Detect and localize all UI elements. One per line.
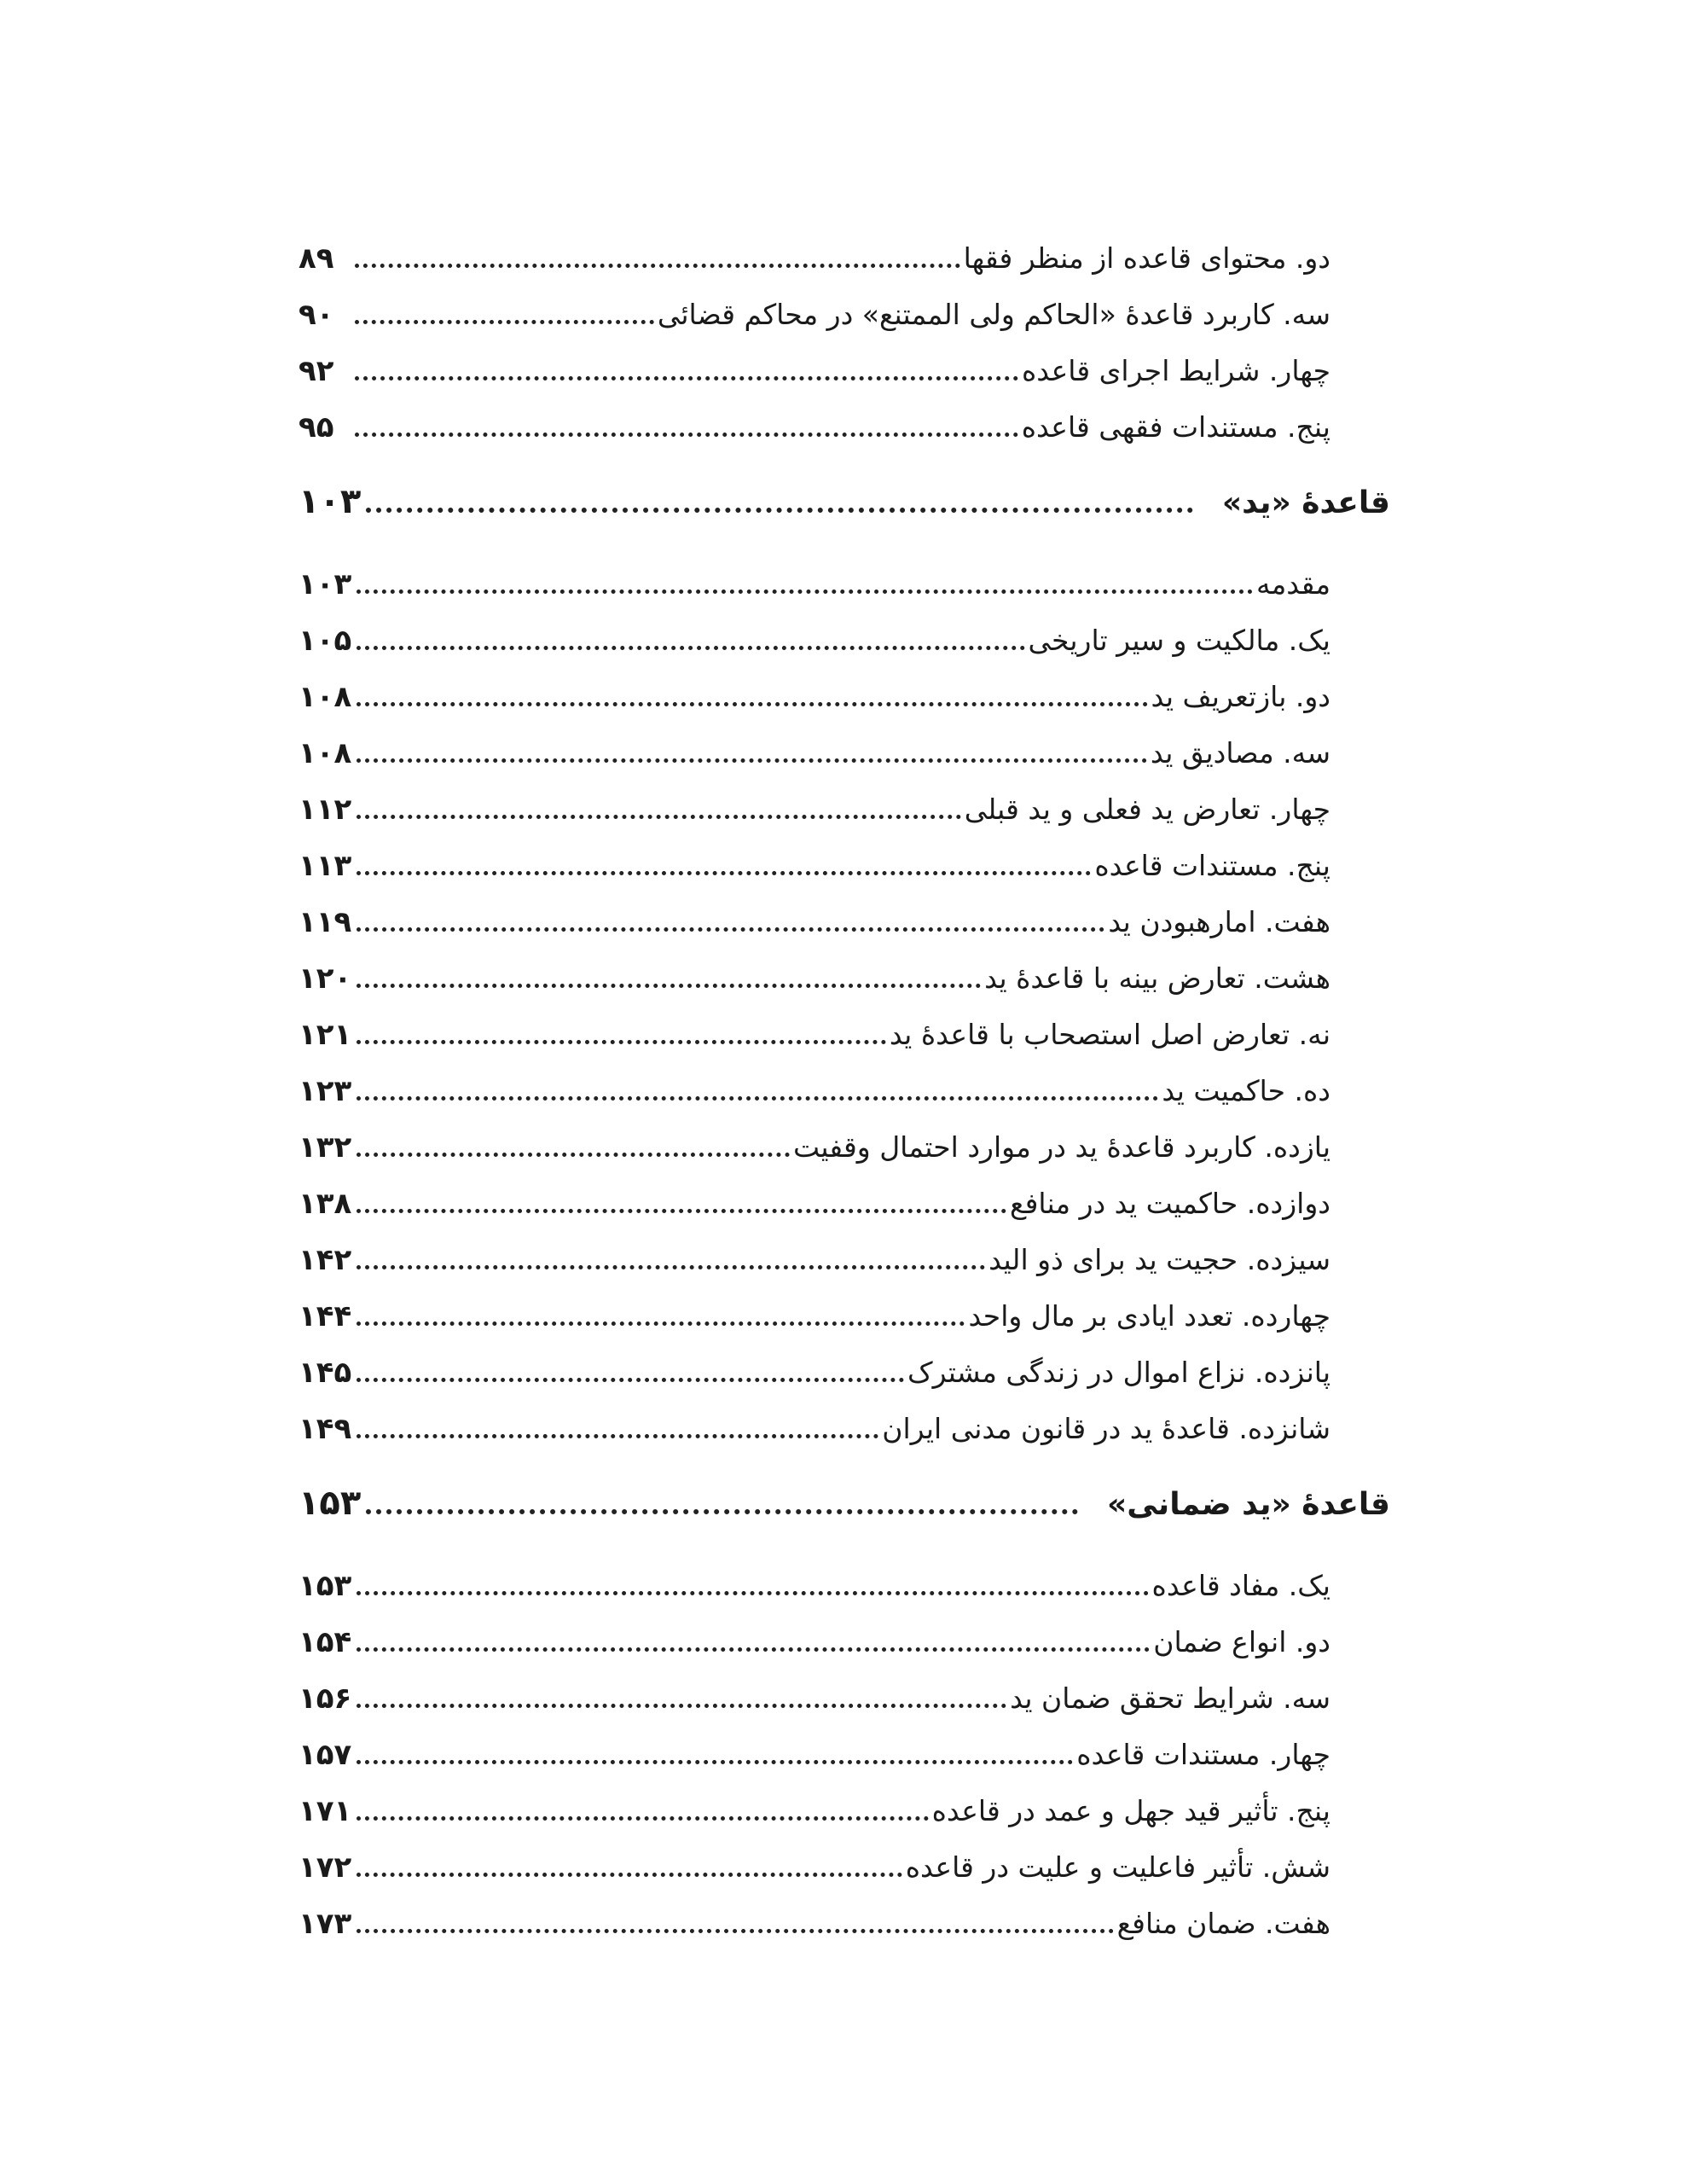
toc-entry-label: شش. تأثیر فاعلیت و علیت در قاعده: [905, 1850, 1330, 1884]
toc-entry-label: چهار. مستندات قاعده: [1076, 1738, 1330, 1771]
toc-entry-page: ۱۰۵: [299, 624, 352, 658]
toc-entry-label: دوازده. حاکمیت ید در منافع: [1010, 1187, 1330, 1220]
toc-entry-page: ۸۹: [299, 241, 334, 276]
dot-leader: [357, 1929, 1113, 1933]
toc-entry: [299, 556, 1390, 613]
dot-leader: [357, 1378, 904, 1382]
toc-entry: [299, 1614, 1390, 1670]
toc-entry-label: یازده. کاربرد قاعدهٔ ید در موارد احتمال وقفیت: [792, 1130, 1330, 1164]
toc-entry: [299, 1232, 1390, 1288]
dot-leader: [357, 1434, 878, 1438]
dot-leader: [357, 1816, 928, 1821]
toc-entry: [299, 230, 1390, 287]
dot-leader: [357, 1321, 965, 1326]
toc-entry-label: پنج. مستندات قاعده: [1094, 849, 1330, 882]
dot-leader: [357, 758, 1147, 763]
toc-section-heading: [299, 1467, 1390, 1539]
dot-leader: [357, 1704, 1006, 1708]
toc-entry-label: دو. انواع ضمان: [1153, 1625, 1330, 1658]
toc-entry-page: ۹۰: [299, 298, 334, 332]
toc-entry-page: ۱۴۵: [299, 1356, 352, 1390]
dot-leader: [357, 646, 1024, 650]
toc-entry-label: چهار. شرایط اجرای قاعده: [1021, 354, 1330, 387]
toc-entry-label: سه. شرایط تحقق ضمان ید: [1010, 1682, 1330, 1715]
toc-entry-label: مقدمه: [1255, 567, 1330, 601]
toc-entry-page: ۱۱۹: [299, 905, 352, 939]
toc-entry: [299, 725, 1390, 781]
toc-entry-page: ۱۱۲: [299, 793, 352, 827]
dot-leader: [357, 1591, 1148, 1595]
toc-entry: [299, 950, 1390, 1007]
toc-entry: [299, 287, 1390, 343]
toc-entry-page: ۱۵۳: [299, 1569, 352, 1603]
section-page: ۱۰۳: [299, 482, 362, 521]
dot-leader: [357, 590, 1253, 594]
toc-entry-page: ۱۵۷: [299, 1738, 352, 1772]
toc-entry: [299, 1401, 1390, 1457]
table-of-contents: [299, 230, 1390, 1952]
dot-leader: [366, 508, 1193, 513]
toc-entry-label: دو. بازتعریف ید: [1151, 680, 1330, 713]
dot-leader: [357, 1265, 985, 1269]
toc-entry-page: ۱۰۸: [299, 680, 352, 714]
toc-entry: [299, 894, 1390, 950]
toc-entry: [299, 1007, 1390, 1063]
toc-entry-page: ۹۵: [299, 410, 334, 444]
toc-entry-label: ده. حاکمیت ید: [1162, 1074, 1330, 1107]
toc-entry-label: دو. محتوای قاعده از منظر فقها: [963, 241, 1330, 275]
toc-entry-label: پانزده. نزاع اموال در زندگی مشترک: [907, 1356, 1330, 1389]
dot-leader: [355, 376, 1018, 380]
dot-leader: [357, 984, 981, 988]
dot-leader: [357, 1096, 1158, 1101]
toc-entry-page: ۱۳۸: [299, 1187, 352, 1221]
toc-entry-page: ۱۷۲: [299, 1850, 352, 1885]
toc-entry-label: نه. تعارض اصل استصحاب با قاعدهٔ ید: [889, 1018, 1330, 1051]
toc-entry-page: ۱۵۶: [299, 1682, 352, 1716]
dot-leader: [366, 1509, 1078, 1514]
section-title: قاعدهٔ «ید»: [1221, 485, 1390, 520]
toc-section-heading: [299, 466, 1390, 537]
toc-entry: [299, 1063, 1390, 1119]
dot-leader: [357, 815, 960, 819]
toc-entry-page: ۱۷۱: [299, 1794, 352, 1828]
toc-entry-page: ۱۲۳: [299, 1074, 352, 1108]
dot-leader: [357, 871, 1091, 875]
dot-leader: [357, 1209, 1006, 1213]
toc-entry-page: ۱۳۲: [299, 1130, 352, 1165]
toc-entry-page: ۱۴۲: [299, 1243, 352, 1277]
dot-leader: [357, 1647, 1150, 1652]
dot-leader: [357, 1873, 902, 1877]
toc-entry-label: پنج. مستندات فقهی قاعده: [1021, 410, 1330, 444]
section-title: قاعدهٔ «ید ضمانی»: [1107, 1487, 1390, 1522]
toc-entry: [299, 1288, 1390, 1345]
toc-entry: [299, 1345, 1390, 1401]
toc-entry: [299, 1176, 1390, 1232]
toc-entry: [299, 1119, 1390, 1176]
toc-entry-label: چهار. تعارض ید فعلی و ید قبلی: [964, 793, 1330, 826]
toc-entry-page: ۱۷۳: [299, 1907, 352, 1941]
toc-entry-label: هشت. تعارض بینه با قاعدهٔ ید: [984, 961, 1330, 995]
section-page: ۱۵۳: [299, 1484, 362, 1523]
dot-leader: [355, 264, 960, 268]
toc-entry: [299, 1670, 1390, 1727]
toc-entry-page: ۱۲۰: [299, 961, 352, 996]
toc-entry-label: سه. مصادیق ید: [1150, 736, 1330, 770]
toc-entry-label: یک. مالکیت و سیر تاریخی: [1028, 624, 1330, 657]
toc-entry: [299, 343, 1390, 399]
toc-entry: [299, 1896, 1390, 1952]
toc-entry: [299, 781, 1390, 838]
toc-entry: [299, 1783, 1390, 1839]
toc-entry: [299, 838, 1390, 894]
dot-leader: [357, 1040, 886, 1044]
toc-entry-label: یک. مفاد قاعده: [1151, 1569, 1330, 1602]
dot-leader: [357, 927, 1104, 932]
dot-leader: [357, 1760, 1073, 1764]
dot-leader: [357, 702, 1147, 706]
toc-entry-page: ۱۰۸: [299, 736, 352, 770]
dot-leader: [357, 1153, 790, 1157]
toc-entry-label: هفت. امارهبودن ید: [1108, 905, 1330, 938]
toc-entry-page: ۱۱۳: [299, 849, 352, 883]
toc-entry-page: ۱۴۴: [299, 1299, 352, 1333]
toc-entry: [299, 613, 1390, 669]
toc-entry: [299, 669, 1390, 725]
toc-entry-label: سه. کاربرد قاعدهٔ «الحاکم ولی الممتنع» در محاکم قضائی: [657, 298, 1330, 331]
toc-entry: [299, 1839, 1390, 1896]
toc-entry-label: سیزده. حجیت ید برای ذو الید: [988, 1243, 1330, 1276]
toc-entry-page: ۱۴۹: [299, 1412, 352, 1446]
dot-leader: [355, 433, 1018, 437]
toc-entry-label: پنج. تأثیر قید جهل و عمد در قاعده: [931, 1794, 1330, 1827]
toc-entry-label: هفت. ضمان منافع: [1116, 1907, 1330, 1940]
toc-entry-page: ۹۲: [299, 354, 334, 388]
toc-entry: [299, 1727, 1390, 1783]
toc-entry-label: شانزده. قاعدهٔ ید در قانون مدنی ایران: [882, 1412, 1330, 1445]
toc-entry-label: چهارده. تعدد ایادی بر مال واحد: [968, 1299, 1330, 1333]
dot-leader: [355, 320, 654, 324]
toc-entry: [299, 1558, 1390, 1614]
toc-entry-page: ۱۵۴: [299, 1625, 352, 1659]
toc-entry-page: ۱۰۳: [299, 567, 352, 601]
toc-entry-page: ۱۲۱: [299, 1018, 352, 1052]
toc-entry: [299, 399, 1390, 456]
